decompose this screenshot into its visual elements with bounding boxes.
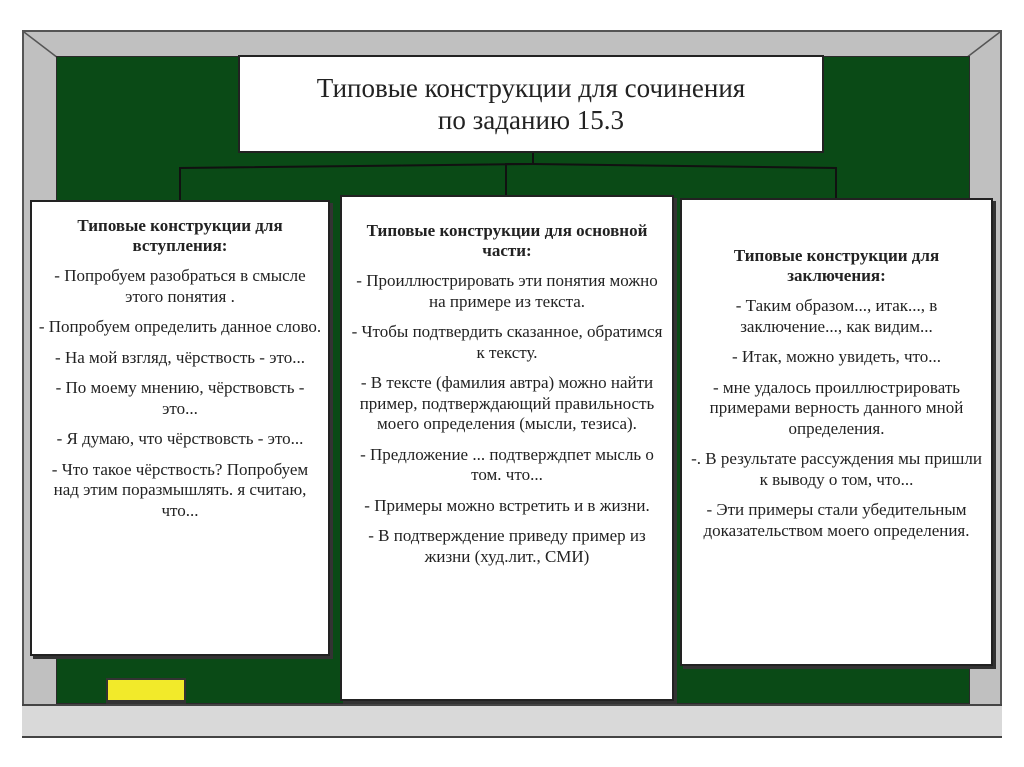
connector-middle xyxy=(506,164,533,196)
title-line-2: по заданию 15.3 xyxy=(437,105,625,135)
conclusion-constructions-box xyxy=(680,198,993,666)
main-part-item: - В тексте (фамилия автра) можно найти пример, подтверждающий правильность моего определения (мысли, тезиса). xyxy=(359,373,655,433)
intro-heading: Типовые конструкции для вступления: xyxy=(77,216,283,255)
connector-right xyxy=(533,164,836,198)
intro-item: - Попробуем определить данное слово. xyxy=(38,317,322,336)
main-part-constructions-box xyxy=(340,195,674,701)
main-part-item: - Примеры можно встретить и в жизни. xyxy=(364,495,650,515)
conclusion-item: - Итак, можно увидеть, что... xyxy=(731,347,942,366)
connector-left xyxy=(180,153,533,200)
intro-item: - Что такое чёрствость? Попробуем над этим поразмышлять. я считаю, что... xyxy=(51,459,309,520)
conclusion-heading: Типовые конструкции для заключения: xyxy=(733,246,940,285)
conclusion-item: -. В результате рассуждения мы пришли к выводу о том, что... xyxy=(691,449,982,489)
main-part-heading: Типовые конструкции для основной части: xyxy=(366,221,648,260)
intro-item: - На мой взгляд, чёрствость - это... xyxy=(55,347,305,367)
main-part-item: - Чтобы подтвердить сказанное, обратимся к тексту. xyxy=(351,322,663,362)
intro-item: - Попробуем разобраться в смысле этого понятия . xyxy=(54,266,306,306)
diagram-title-box xyxy=(238,55,824,153)
main-part-item: - Предложение ... подтверждпет мысль о том. что... xyxy=(360,444,654,484)
intro-item: - Я думаю, что чёрствовсть - это... xyxy=(56,429,304,448)
intro-item: - По моему мнению, чёрствовсть - это... xyxy=(55,378,305,418)
main-part-item: - Проиллюстрировать эти понятия можно на примере из текста. xyxy=(356,271,658,311)
conclusion-item: - мне удалось проиллюстрировать примерами верность данного мной определения. xyxy=(709,377,964,438)
main-part-item: - В подтверждение приведу пример из жизни (худ.лит., СМИ) xyxy=(368,526,646,566)
intro-constructions-box xyxy=(30,200,330,656)
conclusion-item: - Эти примеры стали убедительным доказательством моего определения. xyxy=(703,500,970,540)
title-line-1: Типовые конструкции для сочинения xyxy=(316,73,746,103)
conclusion-item: - Таким образом..., итак..., в заключение..., как видим... xyxy=(735,296,938,336)
